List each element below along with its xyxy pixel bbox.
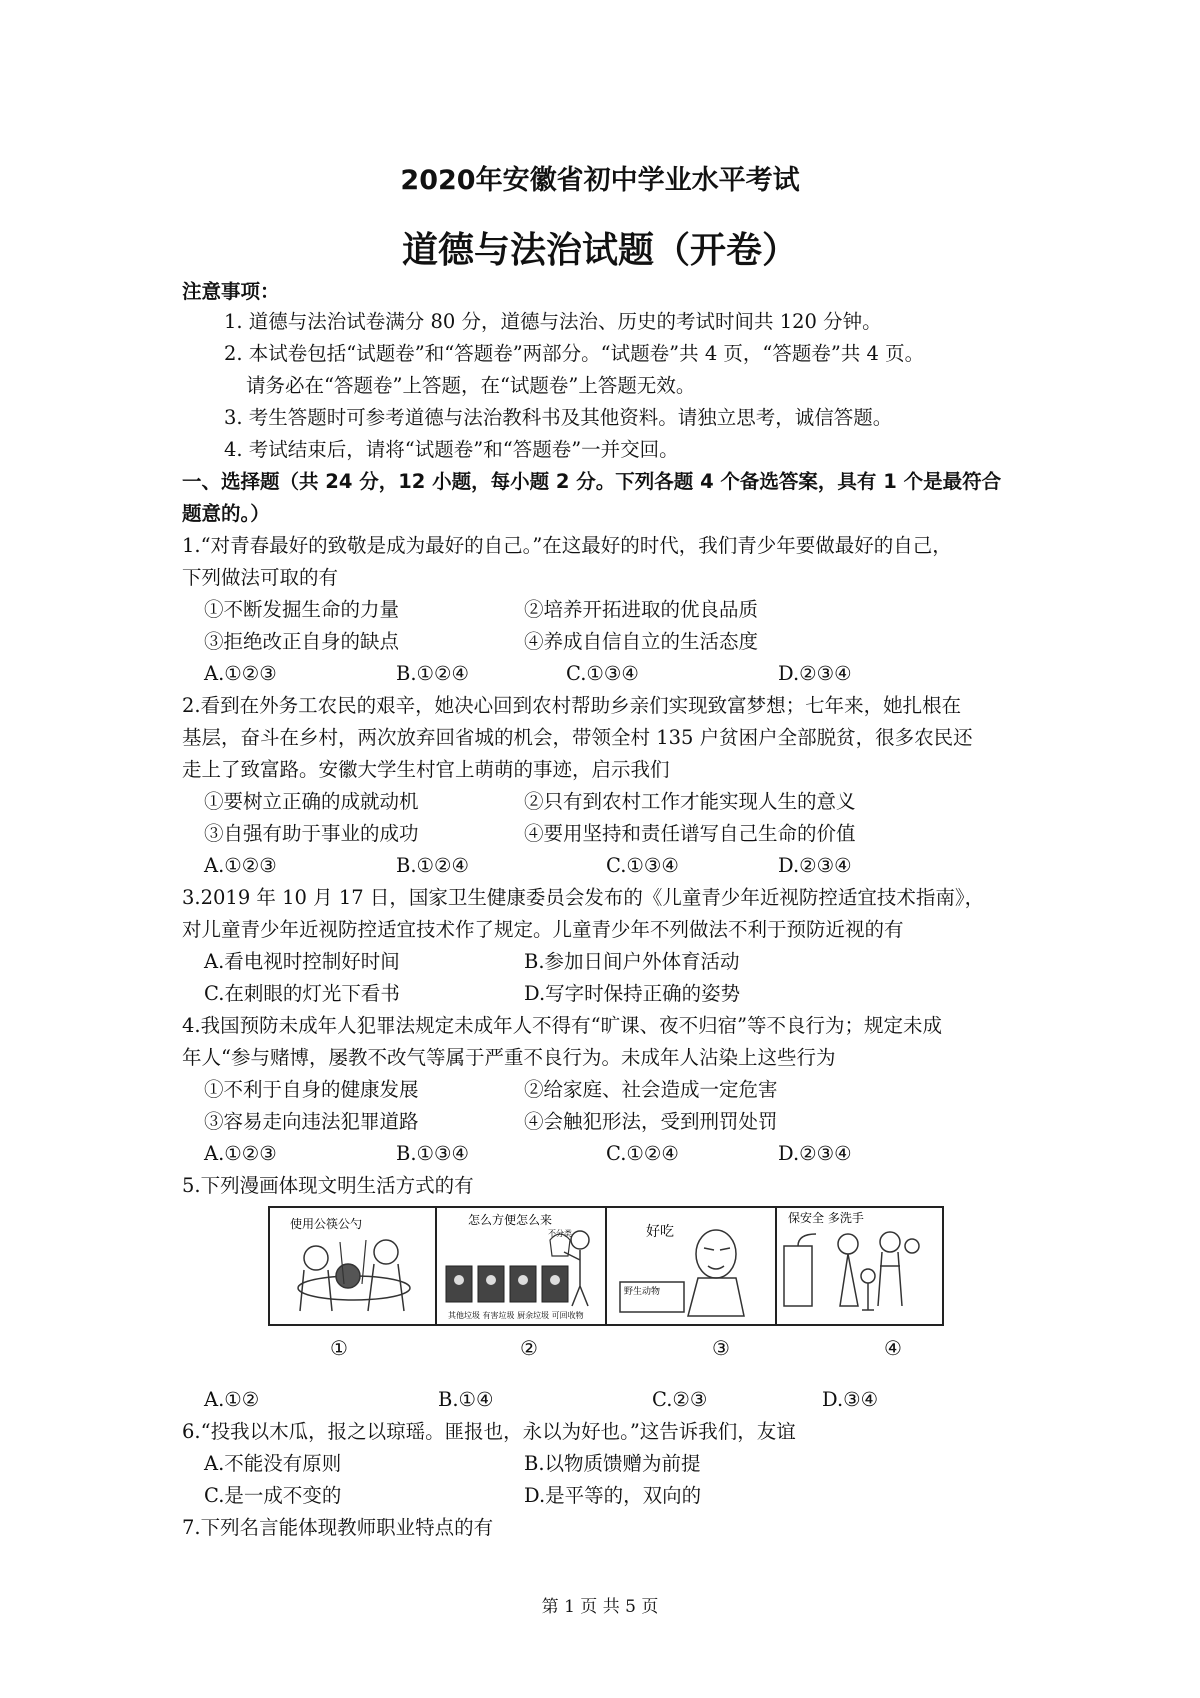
panel-label-4: ④ [884,1336,902,1360]
question-3: 3.2019 年 10 月 17 日，国家卫生健康委员会发布的《儿童青少年近视防控适宜技术指南》， [182,886,985,909]
question-2: 2.看到在外务工农民的艰辛，她决心回到农村帮助乡亲们实现致富梦想；七年来，她扎根在 [182,694,962,717]
panel-label-2: ② [520,1336,538,1360]
question-4-stem: 年人“参与赌博，屡教不改气等属于严重不良行为。未成年人沾染上这些行为 [182,1046,836,1069]
option-b: B.①②④ [396,662,469,685]
statement: ④养成自信自立的生活态度 [524,630,759,653]
statement: ③自强有助于事业的成功 [204,822,419,845]
page-number: 第 1 页 共 5 页 [541,1597,659,1617]
panel-3-caption: 好吃 [646,1224,674,1240]
garbage-bag-tag: 不分类 [548,1229,572,1238]
notice-item: 3. 考生答题时可参考道德与法治教科书及其他资料。请独立思考，诚信答题。 [224,406,893,429]
option-b: B.参加日间户外体育活动 [524,950,740,973]
statement: ②培养开拓进取的优良品质 [524,598,759,621]
option-d: D.②③④ [778,662,852,685]
statement: ②给家庭、社会造成一定危害 [524,1078,778,1101]
option-c: C.①②④ [606,1142,679,1165]
question-3-stem: 对儿童青少年近视防控适宜技术作了规定。儿童青少年不列做法不利于预防近视的有 [182,918,904,941]
question-2-cont: 基层，奋斗在乡村，两次放弃回省城的机会，带领全村 135 户贫困户全部脱贫，很多农民还 [182,726,973,749]
notice-item: 2. 本试卷包括“试题卷”和“答题卷”两部分。“试题卷”共 4 页，“答题卷”共 4 页。 [224,342,925,365]
question-6: 6.“投我以木瓜，报之以琼瑶。匪报也，永以为好也。”这告诉我们，友谊 [182,1420,796,1443]
option-b: B.①④ [438,1388,494,1411]
notice-item: 1. 道德与法治试卷满分 80 分，道德与法治、历史的考试时间共 120 分钟。 [224,310,882,333]
statement: ①不断发掘生命的力量 [204,598,400,621]
paper-title: 道德与法治试题（开卷） [401,230,798,271]
question-7: 7.下列名言能体现教师职业特点的有 [182,1516,494,1539]
section-heading: 一、选择题（共 24 分，12 小题，每小题 2 分。下列各题 4 个备选答案，具有 1 个是最符合 [182,470,1002,493]
option-b: B.①②④ [396,854,469,877]
statement: ③容易走向违法犯罪道路 [204,1110,419,1133]
dish-tag: 野生动物 [624,1287,661,1297]
option-c: C.是一成不变的 [204,1484,342,1507]
option-c: C.在刺眼的灯光下看书 [204,982,400,1005]
exam-title: 2020年安徽省初中学业水平考试 [400,165,800,196]
statement: ①不利于自身的健康发展 [204,1078,419,1101]
notice-item: 4. 考试结束后，请将“试题卷”和“答题卷”一并交回。 [224,438,679,461]
option-b: B.①③④ [396,1142,469,1165]
option-d: D.②③④ [778,854,852,877]
option-b: B.以物质馈赠为前提 [524,1452,701,1475]
question-5: 5.下列漫画体现文明生活方式的有 [182,1174,474,1197]
option-c: C.①③④ [606,854,679,877]
panel-2-caption: 怎么方便怎么来 [468,1213,553,1227]
statement: ④要用坚持和责任谱写自己生命的价值 [524,822,856,845]
option-d: D.②③④ [778,1142,852,1165]
cartoon-strip [268,1206,944,1326]
statement: ④会触犯形法，受到刑罚处罚 [524,1110,778,1133]
option-d: D.③④ [822,1388,879,1411]
option-a: A.不能没有原则 [204,1452,342,1475]
option-d: D.写字时保持正确的姿势 [524,982,741,1005]
panel-label-1: ① [330,1336,348,1360]
panel-1-caption: 使用公筷公勺 [290,1217,363,1231]
option-a: A.①② [204,1388,260,1411]
question-4: 4.我国预防未成年人犯罪法规定未成年人不得有“旷课、夜不归宿”等不良行为；规定未成 [182,1014,943,1037]
question-2-stem: 走上了致富路。安徽大学生村官上萌萌的事迹，启示我们 [182,758,670,781]
panel-label-3: ③ [712,1336,730,1360]
notice-heading: 注意事项： [182,280,280,303]
question-1: 1.“对青春最好的致敬是成为最好的自己。”在这最好的时代，我们青少年要做最好的自己， [182,534,952,557]
option-a: A.①②③ [204,854,277,877]
option-c: C.②③ [652,1388,708,1411]
statement: ①要树立正确的成就动机 [204,790,419,813]
option-c: C.①③④ [566,662,639,685]
option-d: D.是平等的，双向的 [524,1484,702,1507]
panel-4-caption: 保安全 多洗手 [788,1211,864,1225]
option-a: A.看电视时控制好时间 [204,950,400,973]
option-a: A.①②③ [204,1142,277,1165]
section-heading: 题意的。） [182,502,270,525]
statement: ③拒绝改正自身的缺点 [204,630,400,653]
notice-item: 请务必在“答题卷”上答题，在“试题卷”上答题无效。 [246,374,696,397]
question-1-stem: 下列做法可取的有 [182,566,339,589]
statement: ②只有到农村工作才能实现人生的意义 [524,790,856,813]
bin-labels: 其他垃圾 有害垃圾 厨余垃圾 可回收物 [448,1311,584,1320]
option-a: A.①②③ [204,662,277,685]
